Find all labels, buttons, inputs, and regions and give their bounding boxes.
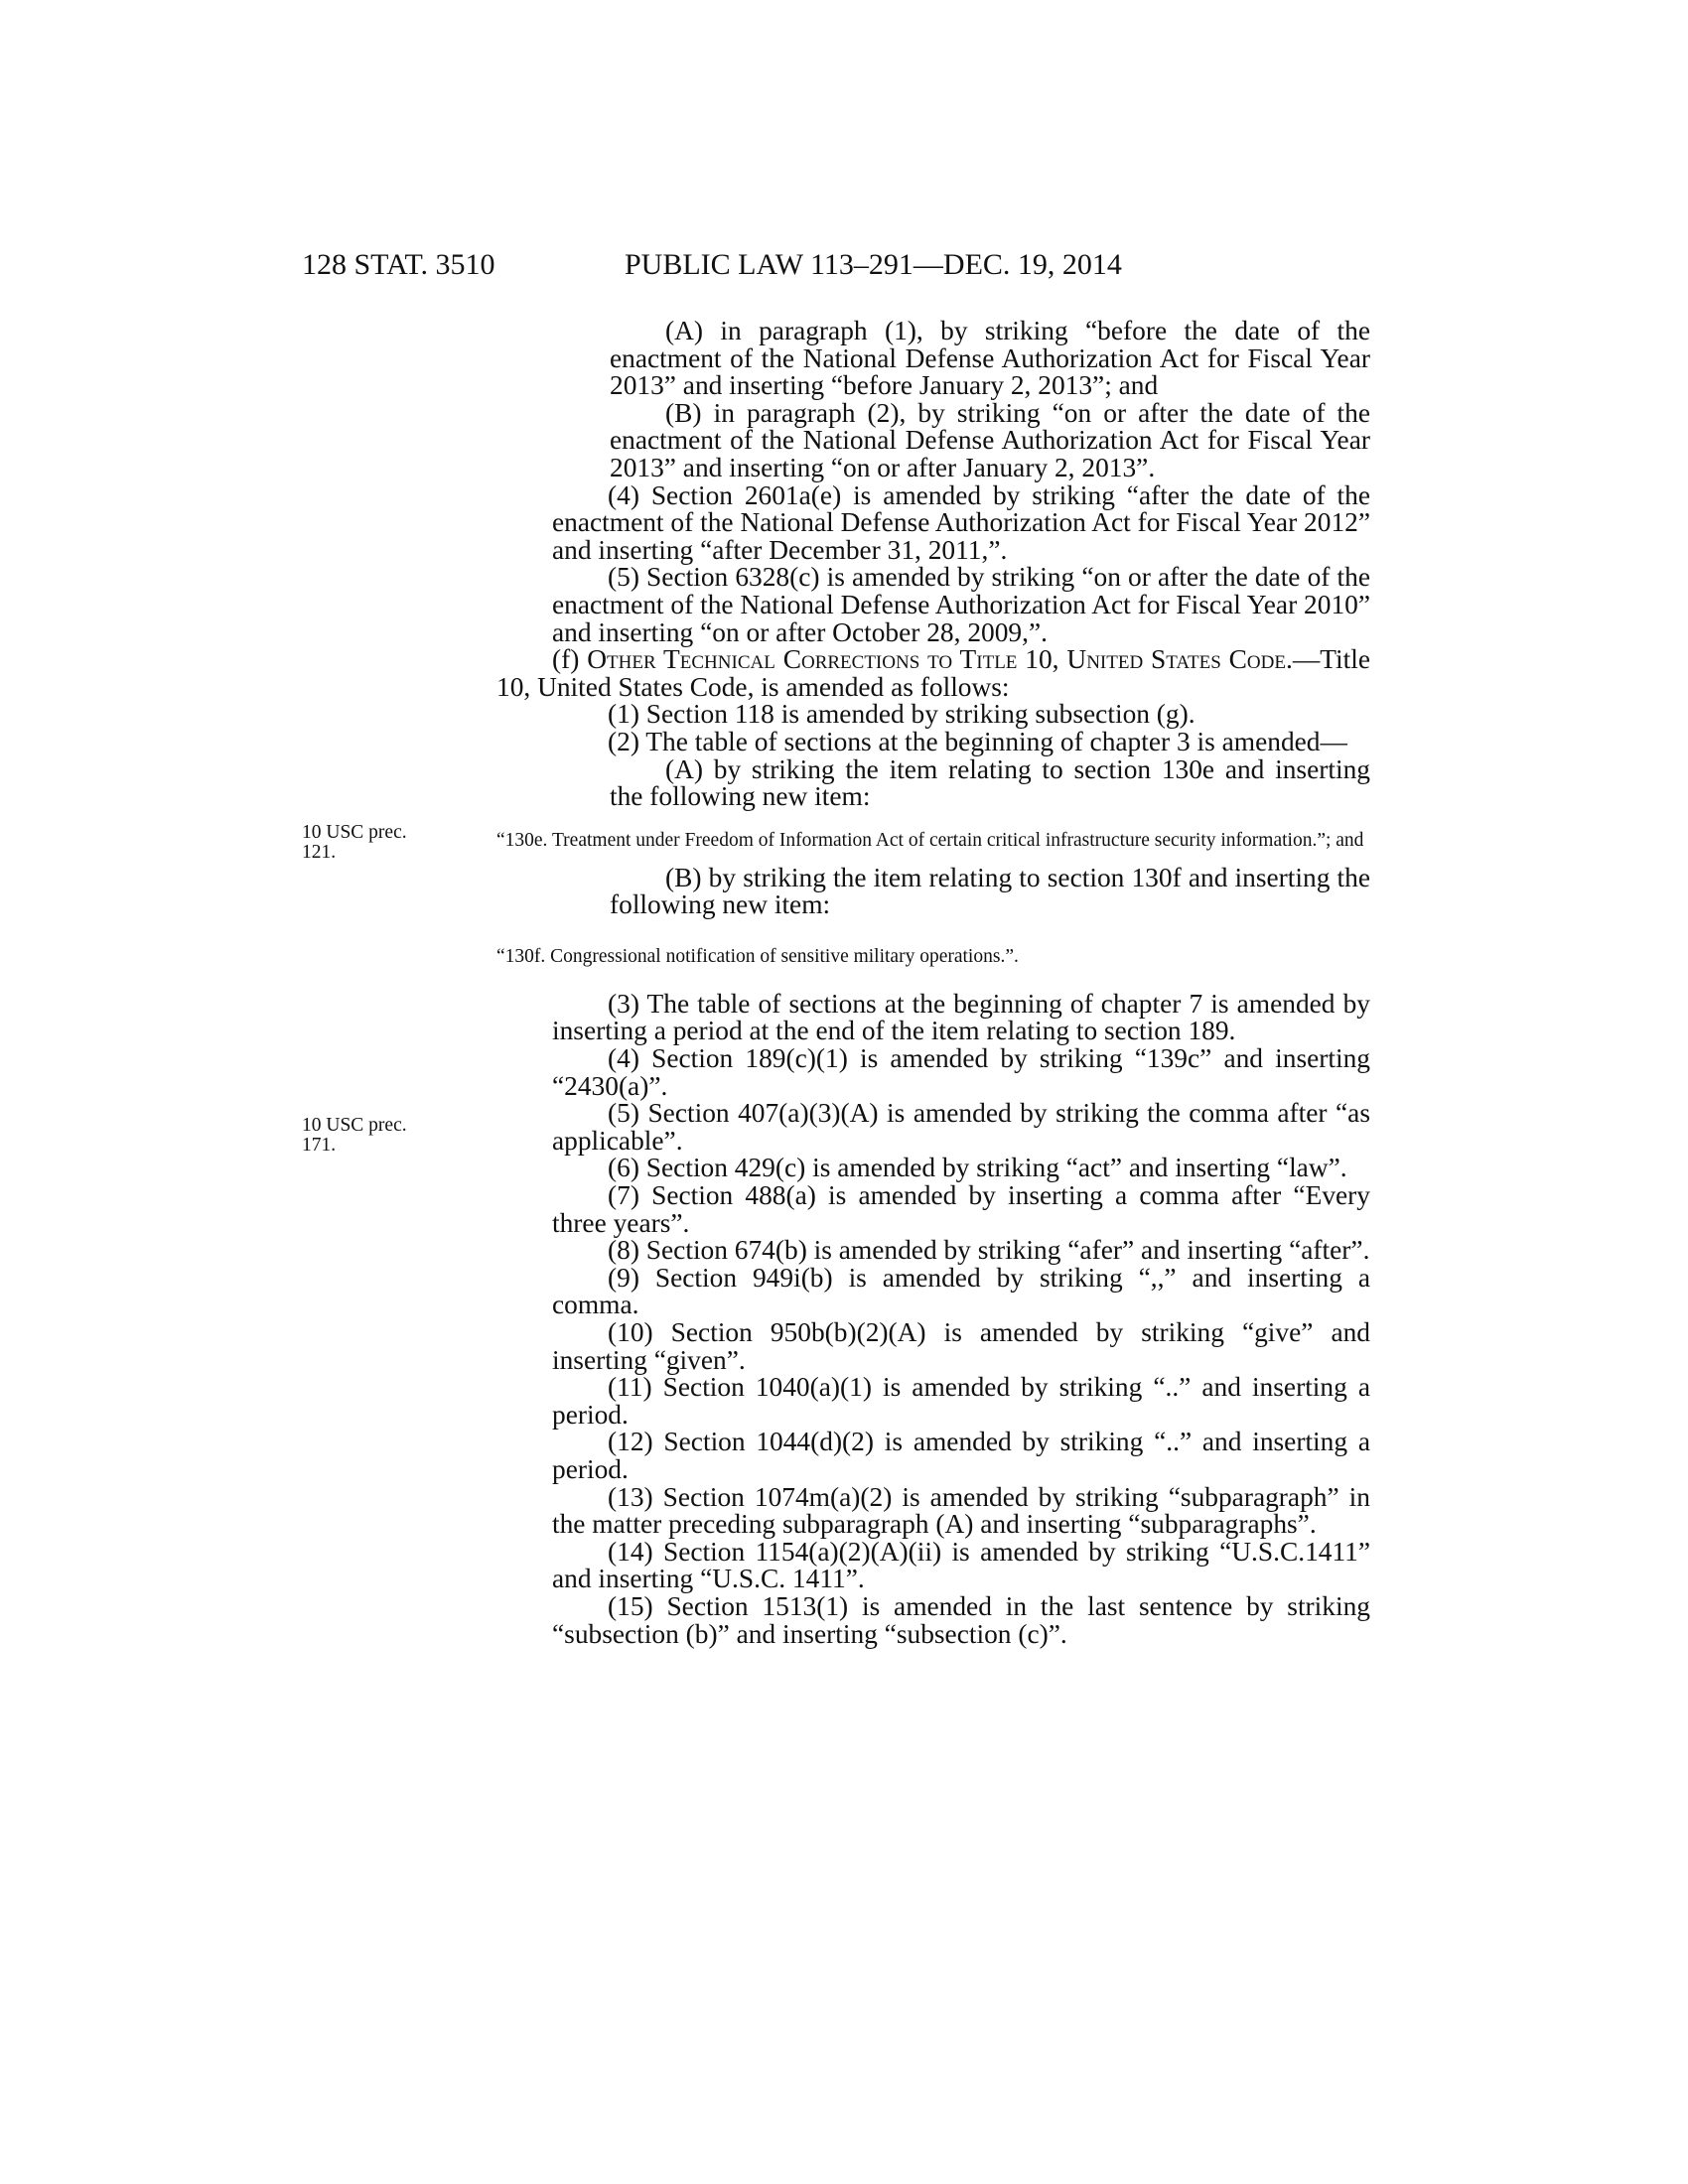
item-f6: (6) Section 429(c) is amended by striking “act” and inserting “law”.: [608, 1153, 1347, 1183]
paragraph-4: (4) Section 2601a(e) is amended by striking “after the date of the enactment of the National Defense Authorization Act for Fiscal Year 2012” and inserting “after December 31, 2011,”.: [552, 479, 1370, 565]
toc-item-130f: “130f. Congressional notification of sensitive military operations.”.: [496, 945, 1019, 967]
running-title: PUBLIC LAW 113–291—DEC. 19, 2014: [625, 248, 1122, 281]
toc-item-130e: “130e. Treatment under Freedom of Information Act of certain critical infrastructure security information.”; and: [496, 829, 1364, 851]
item-f9: (9) Section 949i(b) is amended by striking “,,” and inserting a comma.: [552, 1262, 1370, 1320]
margin-note-prec-121: 10 USC prec. 121.: [302, 822, 407, 863]
item-f2a: (A) by striking the item relating to section 130e and inserting the following new item:: [610, 753, 1370, 812]
item-f4: (4) Section 189(c)(1) is amended by striking “139c” and inserting “2430(a)”.: [552, 1043, 1370, 1101]
document-body: [496, 316, 1370, 1649]
subsection-f: [496, 646, 1370, 701]
item-f11: (11) Section 1040(a)(1) is amended by striking “..” and inserting a period.: [552, 1372, 1370, 1430]
subsection-f-label: (f): [552, 644, 580, 675]
paragraph-b: (B) in paragraph (2), by striking “on or after the date of the enactment of the National Defense Authorization Act for Fiscal Year 2013” and inserting “on or after January 2, 2013”.: [610, 397, 1370, 482]
item-f8: (8) Section 674(b) is amended by striking “afer” and inserting “after”.: [608, 1235, 1370, 1266]
item-f12: (12) Section 1044(d)(2) is amended by striking “..” and inserting a period.: [552, 1427, 1370, 1484]
item-f7: (7) Section 488(a) is amended by inserting a comma after “Every three years”.: [552, 1180, 1370, 1238]
subsection-f-heading: Other Technical Corrections to Title 10, United States Code.: [587, 644, 1293, 675]
item-f15: (15) Section 1513(1) is amended in the last sentence by striking “subsection (b)” and inserting “subsection (c)”.: [552, 1590, 1370, 1649]
item-f10: (10) Section 950b(b)(2)(A) is amended by striking “give” and inserting “given”.: [552, 1317, 1370, 1375]
item-f2b: (B) by striking the item relating to section 130f and inserting the following new item:: [610, 862, 1370, 920]
stat-citation: 128 STAT. 3510: [302, 248, 495, 281]
margin-note-prec-171: 10 USC prec. 171.: [302, 1115, 407, 1156]
item-f13: (13) Section 1074m(a)(2) is amended by striking “subparagraph” in the matter preceding subparagraph (A) and inserting “subparagraphs”.: [552, 1481, 1370, 1540]
item-f2: (2) The table of sections at the beginning of chapter 3 is amended—: [608, 726, 1347, 756]
item-f14: (14) Section 1154(a)(2)(A)(ii) is amended by striking “U.S.C.1411” and inserting “U.S.C. 1411”.: [552, 1536, 1370, 1594]
paragraph-5: (5) Section 6328(c) is amended by striking “on or after the date of the enactment of the National Defense Authorization Act for Fiscal Year 2010” and inserting “on or after October 28, 2009,”.: [552, 562, 1370, 647]
subsection-f-text: —Title 10, United States Code, is amended as follows:: [496, 644, 1370, 702]
item-f5: (5) Section 407(a)(3)(A) is amended by striking the comma after “as applicable”.: [552, 1098, 1370, 1156]
item-f1: (1) Section 118 is amended by striking subsection (g).: [608, 699, 1196, 730]
paragraph-a: (A) in paragraph (1), by striking “before the date of the enactment of the National Defense Authorization Act for Fiscal Year 2013” and inserting “before January 2, 2013”; and: [610, 316, 1370, 401]
item-f3: (3) The table of sections at the beginning of chapter 7 is amended by inserting a period at the end of the item relating to section 189.: [552, 988, 1370, 1046]
page-header: [302, 248, 1370, 288]
